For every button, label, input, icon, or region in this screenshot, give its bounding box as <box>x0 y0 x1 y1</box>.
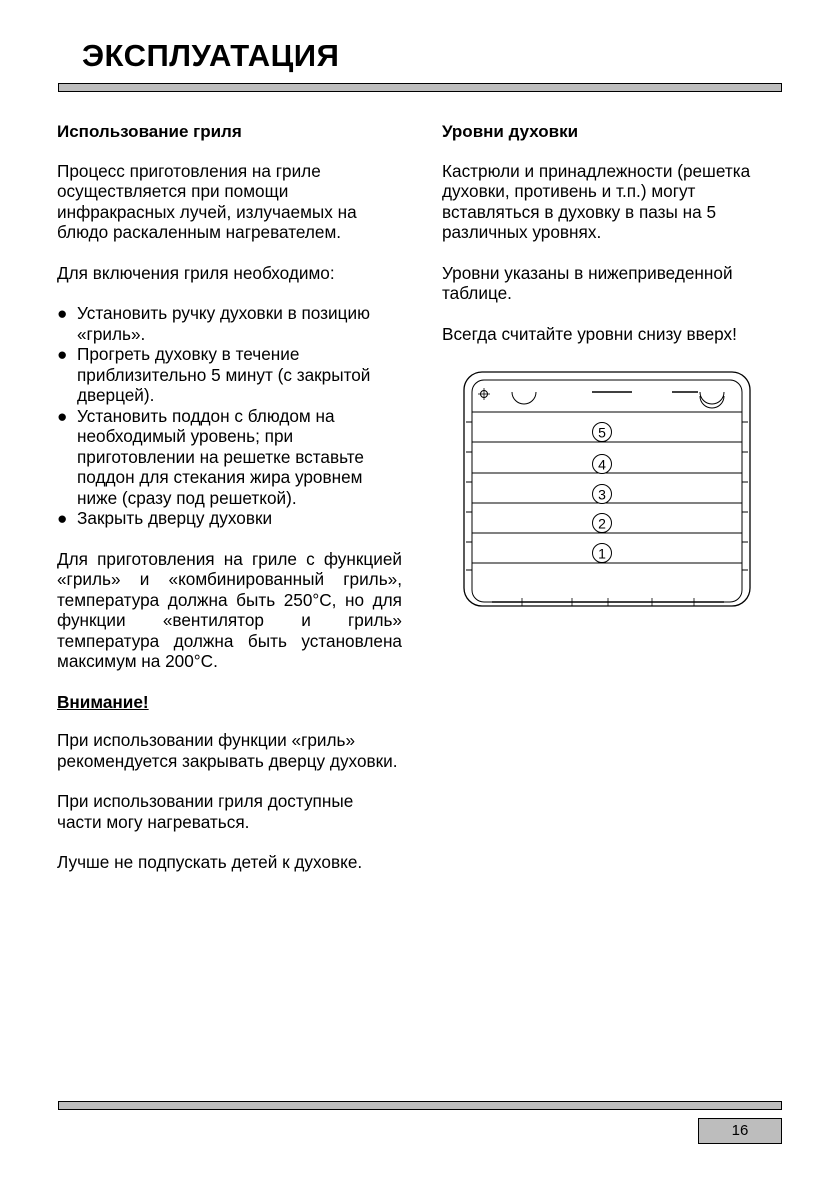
warning-paragraph-door: При использовании функции «гриль» рекомендуется закрывать дверцу духовки. <box>57 730 398 771</box>
right-column <box>442 122 784 364</box>
grill-steps-list <box>57 303 402 529</box>
level-marker-3 <box>593 485 612 504</box>
level-marker-5 <box>593 423 612 442</box>
list-item: ● Прогреть духовку в течение приблизительно 5 минут (с закрытой дверцей). <box>57 344 371 405</box>
oven-levels-paragraph-3: Всегда считайте уровни снизу вверх! <box>442 323 737 344</box>
svg-text:2: 2 <box>598 515 606 532</box>
list-item: ● Закрыть дверцу духовки <box>57 508 273 528</box>
list-item: ● Установить ручку духовки в позицию «гриль». <box>57 303 370 344</box>
warning-paragraph-hot-parts: При использовании гриля доступные части могу нагреваться. <box>57 791 354 832</box>
grill-usage-heading: Использование гриля <box>57 122 242 141</box>
grill-intro-paragraph: Процесс приготовления на гриле осуществляется при помощи инфракрасных лучей, излучаемых на блюдо раскаленным нагревателем. <box>57 160 357 242</box>
oven-levels-heading: Уровни духовки <box>442 122 579 141</box>
left-column <box>57 122 402 893</box>
svg-text:5: 5 <box>598 424 606 441</box>
page-number: 16 <box>698 1118 782 1144</box>
list-item: ● Установить поддон с блюдом на необходимый уровень; при приготовлении на решетке вставьте поддон для стекания жира уровнем ниже (сразу под решеткой). <box>57 405 364 508</box>
oven-levels-paragraph-1: Кастрюли и принадлежности (решетка духовки, противень и т.п.) могут вставляться в духовку в пазы на 5 различных уровнях. <box>442 160 751 242</box>
footer-rule <box>58 1101 782 1110</box>
temperature-paragraph: Для приготовления на гриле с функцией «гриль» и «комбинированный гриль», температура должна быть 250°С, но для функции «вентилятор и гриль» температура должна быть установлена максимум на 200°С. <box>57 548 402 671</box>
oven-levels-diagram <box>462 370 754 610</box>
svg-text:4: 4 <box>598 456 606 473</box>
level-marker-4 <box>593 455 612 474</box>
oven-cavity-drawing <box>462 370 754 610</box>
svg-text:1: 1 <box>598 545 606 562</box>
level-marker-2 <box>593 514 612 533</box>
warning-heading: Внимание! <box>57 691 149 712</box>
page-title: ЭКСПЛУАТАЦИЯ <box>82 38 340 73</box>
grill-steps-intro: Для включения гриля необходимо: <box>57 262 335 283</box>
svg-text:3: 3 <box>598 486 606 503</box>
oven-levels-paragraph-2: Уровни указаны в нижеприведенной таблице. <box>442 262 733 303</box>
grill-element-left <box>512 392 536 404</box>
warning-paragraph-children: Лучше не подпускать детей к духовке. <box>57 852 363 872</box>
level-marker-1 <box>593 544 612 563</box>
bullet-icon: ● <box>57 508 68 528</box>
header-rule <box>58 83 782 92</box>
bullet-icon: ● <box>57 405 68 426</box>
bullet-icon: ● <box>57 344 68 364</box>
grill-element-right <box>700 392 724 408</box>
bullet-icon: ● <box>57 303 68 323</box>
